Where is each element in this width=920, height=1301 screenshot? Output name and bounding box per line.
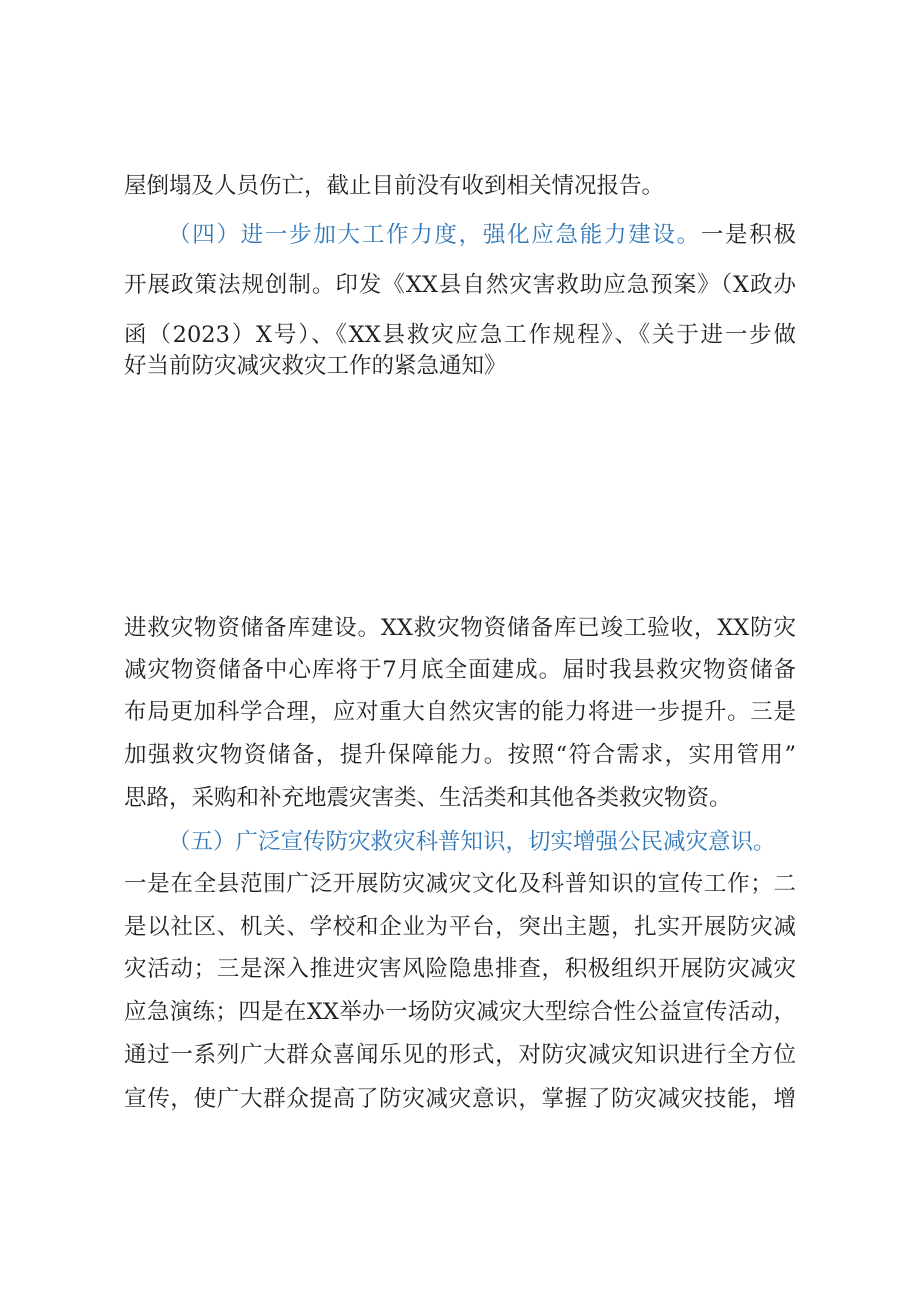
body-line: 应急演练；四是在XX举办一场防灾减灾大型综合性公益宣传活动，: [124, 999, 796, 1025]
body-line: 宣传，使广大群众提高了防灾减灾意识，掌握了防灾减灾技能，增: [124, 1086, 796, 1112]
right-column-line: [390, 438, 796, 478]
right-column-line: [390, 482, 796, 522]
right-column-line: [390, 566, 796, 606]
body-line: 灾活动；三是深入推进灾害风险隐患排查，积极组织开展防灾减灾: [124, 956, 796, 982]
body-line: 通过一系列广大群众喜闻乐见的形式，对防灾减灾知识进行全方位: [124, 1042, 796, 1068]
section-heading-4: （四）进一步加大工作力度，强化应急能力建设。: [168, 222, 701, 248]
body-text: 一是积极: [700, 222, 796, 248]
body-line: 加强救灾物资储备，提升保障能力。按照“符合需求，实用管用”: [124, 742, 796, 768]
section-heading-line: [168, 215, 796, 255]
body-line: 一是在全县范围广泛开展防灾减灾文化及科普知识的宣传工作；二: [124, 871, 796, 897]
body-line: 进救灾物资储备库建设。XX救灾物资储备库已竣工验收，XX防灾: [124, 615, 796, 641]
section-heading-5: （五）广泛宣传防灾救灾科普知识，切实增强公民减灾意识。: [168, 829, 776, 855]
body-line: 函（2023）X号）、《XX县救灾应急工作规程》、《关于进一步做: [124, 322, 796, 348]
left-column-line: [124, 482, 374, 522]
body-line: 开展政策法规创制。印发《XX县自然灾害救助应急预案》（X政办: [124, 272, 796, 298]
right-column-line: [390, 525, 796, 565]
body-line: 是以社区、机关、学校和企业为平台，突出主题，扎实开展防灾减: [124, 914, 796, 940]
body-line: 好当前防灾减灾救灾工作的紧急通知》: [124, 353, 507, 379]
left-column-line: [124, 525, 374, 565]
body-line: 减灾物资储备中心库将于7月底全面建成。届时我县救灾物资储备: [124, 657, 796, 683]
body-line: 屋倒塌及人员伤亡，截止目前没有收到相关情况报告。: [124, 173, 665, 199]
right-column-line: [390, 394, 796, 434]
left-column-line: [124, 438, 374, 478]
body-line: 布局更加科学合理，应对重大自然灾害的能力将进一步提升。三是: [124, 699, 796, 725]
body-line: 思路，采购和补充地震灾害类、生活类和其他各类救灾物资。: [124, 785, 732, 811]
left-column-line: [124, 394, 374, 434]
